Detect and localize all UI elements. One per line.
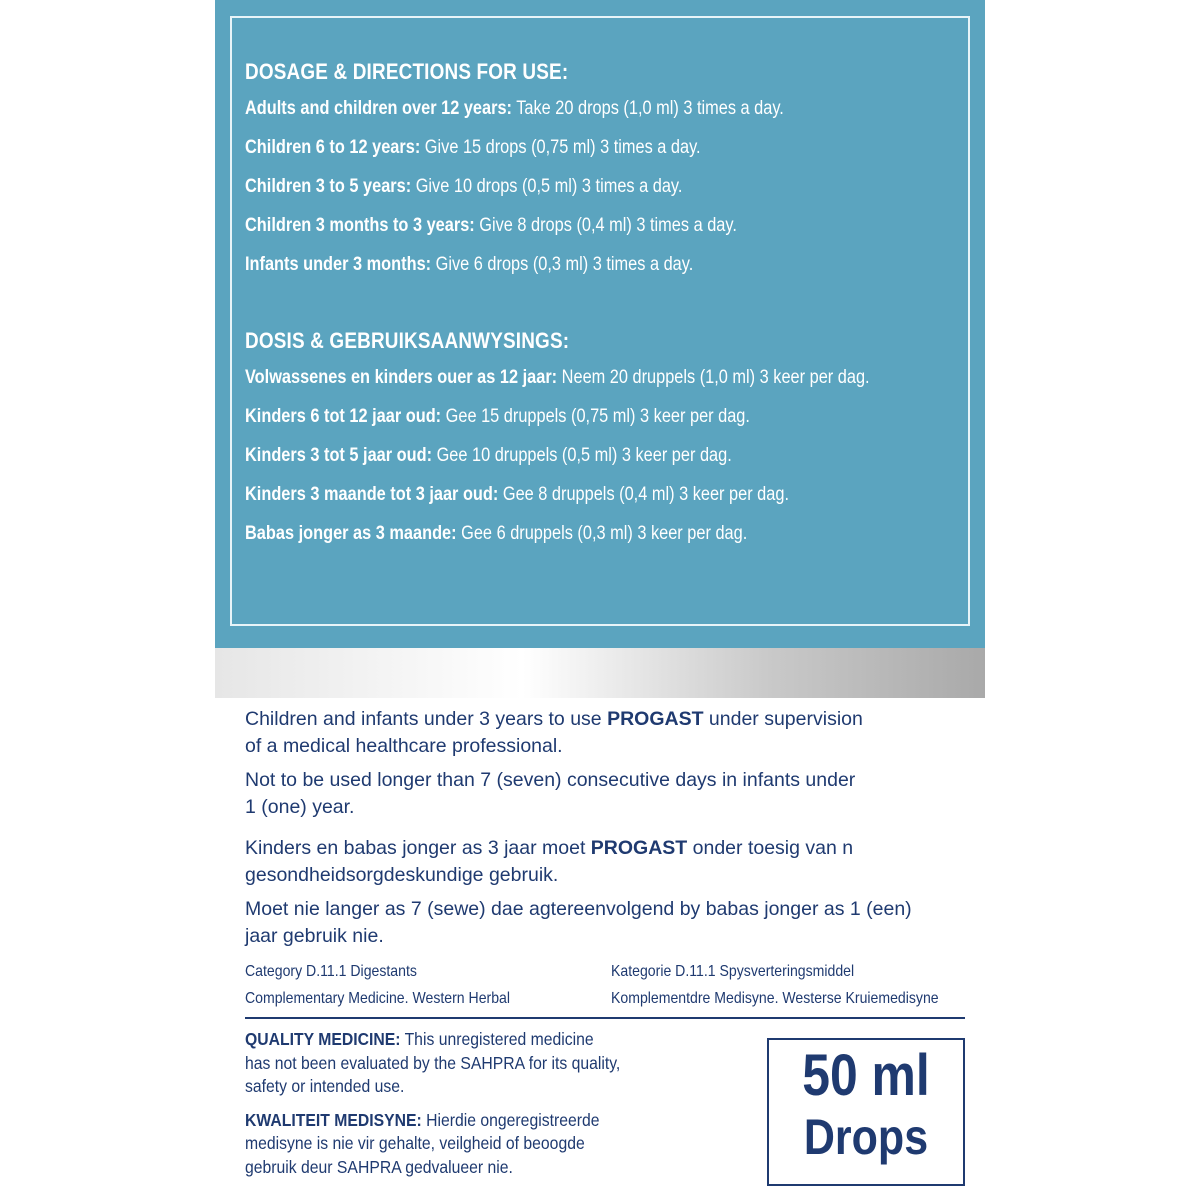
dosage-row-text: Take 20 drops (1,0 ml) 3 times a day.	[511, 98, 784, 119]
dosage-row-text: Give 15 drops (0,75 ml) 3 times a day.	[420, 137, 701, 158]
note-text: gesondheidsorgdeskundige gebruik.	[245, 864, 559, 886]
dosis-row	[245, 514, 873, 553]
note-en-duration	[245, 767, 965, 821]
dosis-row	[245, 358, 873, 397]
quality-statement	[245, 1028, 745, 1179]
dosage-row-label: Children 6 to 12 years:	[245, 137, 421, 158]
category-en	[245, 958, 510, 1012]
brand-name: PROGAST	[590, 837, 688, 859]
dosage-text	[245, 55, 975, 553]
quality-af-line: medisyne is nie vir gehalte, veilgheid of beoogde	[245, 1133, 585, 1153]
brand-name: PROGAST	[607, 708, 704, 730]
category-line: Category D.11.1 Digestants	[245, 963, 417, 980]
quality-en-line: safety or intended use.	[245, 1076, 405, 1096]
quality-text: Hierdie ongeregistreerde	[421, 1109, 600, 1130]
quality-af-line	[245, 1109, 695, 1133]
dosis-row-label: Kinders 6 tot 12 jaar oud:	[245, 406, 442, 427]
dosage-row	[245, 245, 873, 284]
dosage-row	[245, 206, 873, 245]
dosage-row-text: Give 8 drops (0,4 ml) 3 times a day.	[474, 215, 737, 236]
dosis-row	[245, 397, 873, 436]
volume-amount: 50 ml	[802, 1043, 930, 1108]
dosis-row-text: Neem 20 druppels (1,0 ml) 3 keer per dag.	[557, 367, 870, 388]
dosis-row	[245, 436, 873, 475]
note-en-supervision	[245, 706, 965, 760]
category-af	[611, 958, 939, 1012]
dosage-section	[215, 0, 985, 648]
dosage-row-text: Give 10 drops (0,5 ml) 3 times a day.	[411, 176, 683, 197]
dosis-row-label: Kinders 3 tot 5 jaar oud:	[245, 445, 433, 466]
dosage-row-label: Children 3 months to 3 years:	[245, 215, 475, 236]
quality-en-line: has not been evaluated by the SAHPRA for its quality,	[245, 1052, 621, 1073]
note-text: Kinders en babas jonger as 3 jaar moet	[245, 837, 591, 859]
note-text: onder toesig van n	[687, 837, 854, 859]
dosis-row-text: Gee 8 druppels (0,4 ml) 3 keer per dag.	[498, 484, 789, 505]
dosage-row-text: Give 6 drops (0,3 ml) 3 times a day.	[431, 254, 694, 275]
dosis-row-text: Gee 6 druppels (0,3 ml) 3 keer per dag.	[456, 523, 748, 544]
divider	[245, 1017, 965, 1019]
note-text: 1 (one) year.	[245, 796, 355, 818]
note-text: Moet nie langer as 7 (sewe) dae agtereenvolgend by babas jonger as 1 (een)	[245, 898, 912, 920]
quality-en-line	[245, 1028, 695, 1052]
dosage-heading-af: DOSIS & GEBRUIKSAANWYSINGS:	[245, 328, 570, 353]
category-line: Komplementdre Medisyne. Westerse Kruiemedisyne	[611, 990, 939, 1007]
dosage-row-label: Infants under 3 months:	[245, 254, 432, 275]
dosage-row-label: Adults and children over 12 years:	[245, 98, 512, 119]
dosis-row-text: Gee 15 druppels (0,75 ml) 3 keer per dag.	[441, 406, 750, 427]
category-line: Complementary Medicine. Western Herbal	[245, 990, 511, 1007]
silver-band	[215, 648, 985, 698]
volume-box	[767, 1038, 965, 1186]
note-text: Children and infants under 3 years to use	[245, 708, 608, 730]
quality-label: QUALITY MEDICINE:	[245, 1029, 401, 1049]
dosis-row-label: Volwassenes en kinders ouer as 12 jaar:	[245, 367, 558, 388]
dosage-row	[245, 89, 873, 128]
dosage-row-label: Children 3 to 5 years:	[245, 176, 412, 197]
dosage-row	[245, 128, 873, 167]
dosis-row-label: Kinders 3 maande tot 3 jaar oud:	[245, 484, 499, 505]
category-line: Kategorie D.11.1 Spysverteringsmiddel	[611, 963, 855, 980]
note-text: jaar gebruik nie.	[245, 925, 384, 947]
quality-text: This unregistered medicine	[400, 1029, 594, 1049]
supervision-notes	[245, 706, 965, 950]
quality-af-line: gebruik deur SAHPRA gedvalueer nie.	[245, 1156, 513, 1177]
dosage-heading-en: DOSAGE & DIRECTIONS FOR USE:	[245, 59, 569, 84]
note-af-duration	[245, 896, 965, 950]
dosis-row-label: Babas jonger as 3 maande:	[245, 523, 457, 544]
note-text: Not to be used longer than 7 (seven) consecutive days in infants under	[245, 769, 856, 791]
quality-label: KWALITEIT MEDISYNE:	[245, 1109, 422, 1130]
volume-form: Drops	[803, 1109, 929, 1165]
note-af-supervision	[245, 835, 965, 889]
dosage-row	[245, 167, 873, 206]
dosis-row	[245, 475, 873, 514]
package-panel	[215, 0, 985, 1200]
note-text: under supervision	[703, 708, 863, 730]
dosis-row-text: Gee 10 druppels (0,5 ml) 3 keer per dag.	[432, 445, 732, 466]
note-text: of a medical healthcare professional.	[245, 735, 563, 757]
section-gap	[245, 284, 975, 324]
